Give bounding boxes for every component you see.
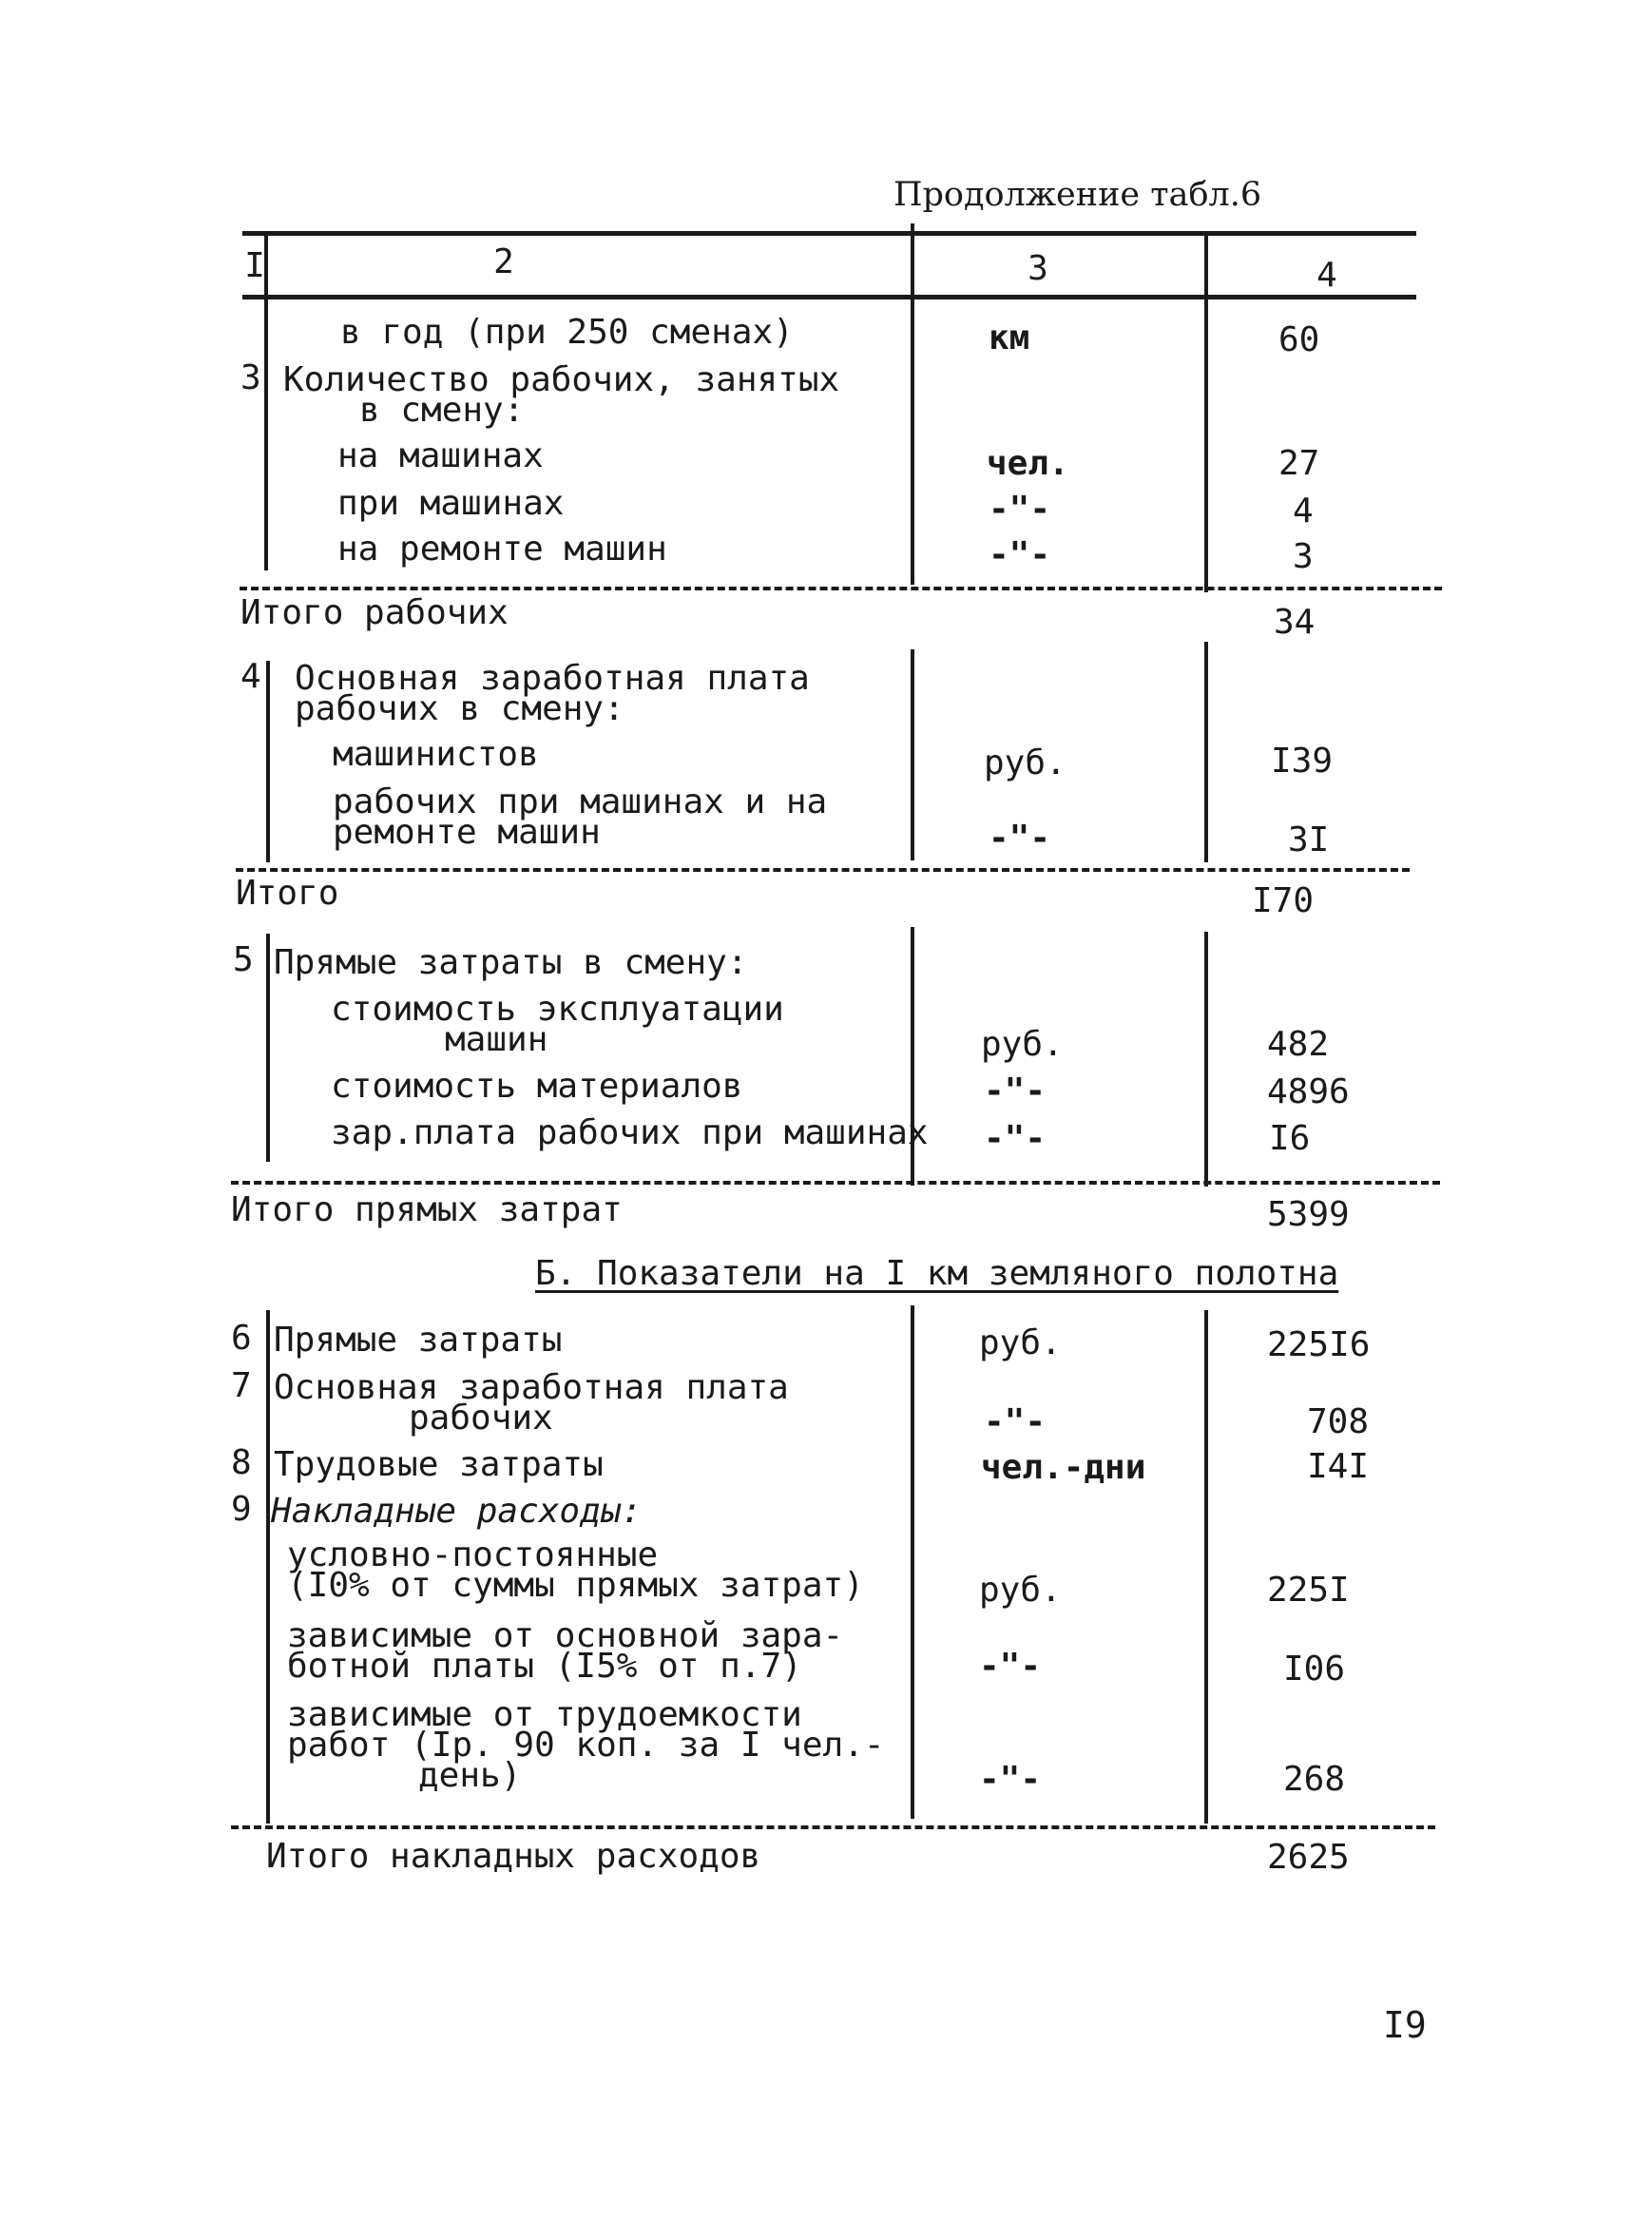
row-7-value: 708 <box>1307 1402 1370 1441</box>
column-header-4: 4 <box>1316 256 1337 295</box>
row-4b-value: 3I <box>1288 820 1330 859</box>
row-3a-value: 27 <box>1278 444 1320 483</box>
row-4b-name-line1: рабочих при машинах и на <box>333 782 828 821</box>
row-7-number: 7 <box>231 1366 252 1405</box>
col-line-3 <box>1204 231 1208 592</box>
row-5b-unit: -"- <box>984 1071 1047 1110</box>
row-5-number: 5 <box>233 940 254 979</box>
total-overhead-value: 2625 <box>1267 1838 1350 1877</box>
column-header-2: 2 <box>493 242 514 281</box>
row-6-number: 6 <box>231 1319 252 1358</box>
row-year-value: 60 <box>1278 320 1320 359</box>
row-3-name-line2: в смену: <box>359 391 525 430</box>
row-9a-unit: руб. <box>979 1571 1062 1610</box>
row-year-unit: км <box>989 319 1030 357</box>
row-9a-name-line1: условно-постоянные <box>287 1535 659 1574</box>
row-9-number: 9 <box>231 1490 252 1529</box>
col-line-1 <box>264 233 268 570</box>
col-line-1d <box>266 1310 270 1824</box>
column-header-1: I <box>244 246 265 285</box>
col-line-3b <box>1204 642 1208 862</box>
row-9c-name-line1: зависимые от трудоемкости <box>287 1695 802 1734</box>
row-5a-name-line1: стоимость эксплуатации <box>331 990 784 1029</box>
row-7-name-line2: рабочих <box>409 1399 553 1438</box>
row-9c-unit: -"- <box>979 1760 1042 1799</box>
row-9b-unit: -"- <box>979 1647 1042 1686</box>
page-number: I9 <box>1383 2004 1427 2046</box>
col-line-3d <box>1204 1310 1208 1824</box>
row-9c-name-line2: работ (Iр. 90 коп. за I чел.- <box>287 1726 885 1765</box>
col-line-2 <box>911 223 914 585</box>
row-4a-value: I39 <box>1271 742 1334 781</box>
total-direct-costs-label: Итого прямых затрат <box>231 1190 623 1229</box>
header-top-rule <box>242 231 1416 236</box>
header-bottom-rule <box>242 295 1416 299</box>
row-3b-value: 4 <box>1293 492 1314 531</box>
row-5a-name-line2: машин <box>445 1020 548 1059</box>
row-9c-value: 268 <box>1283 1760 1346 1799</box>
row-9b-name-line2: ботной платы (I5% от п.7) <box>287 1647 802 1686</box>
row-4b-unit: -"- <box>989 819 1051 858</box>
row-9a-value: 225I <box>1267 1571 1350 1610</box>
row-3c-unit: -"- <box>989 535 1051 574</box>
row-year-name: в год (при 250 сменах) <box>340 313 794 352</box>
row-8-number: 8 <box>231 1443 252 1482</box>
col-line-2b <box>911 649 914 860</box>
row-3a-name: на машинах <box>337 436 544 475</box>
row-9b-value: I06 <box>1283 1650 1346 1689</box>
row-9b-name-line1: зависимые от основной зара- <box>287 1616 844 1655</box>
row-5b-value: 4896 <box>1267 1072 1350 1111</box>
row-6-name: Прямые затраты <box>274 1321 563 1360</box>
row-5-name: Прямые затраты в смену: <box>274 943 748 982</box>
table-caption: Продолжение табл.6 <box>893 176 1262 214</box>
dashed-separator-2 <box>236 868 1410 872</box>
row-3c-value: 3 <box>1293 537 1314 576</box>
row-5c-value: I6 <box>1269 1119 1311 1158</box>
total-overhead-label: Итого накладных расходов <box>266 1837 761 1876</box>
col-line-1c <box>266 934 270 1162</box>
row-8-unit: чел.-дни <box>981 1448 1146 1487</box>
row-9a-name-line2: (I0% от суммы прямых затрат) <box>287 1566 864 1605</box>
section-b-title: Б. Показатели на I км земляного полотна <box>535 1254 1339 1293</box>
row-8-value: I4I <box>1307 1447 1370 1486</box>
row-4b-name-line2: ремонте машин <box>333 813 601 852</box>
row-4a-unit: руб. <box>984 743 1066 782</box>
row-7-unit: -"- <box>984 1402 1047 1441</box>
dashed-separator-1 <box>240 587 1442 590</box>
row-3b-unit: -"- <box>989 490 1051 529</box>
col-line-3c <box>1204 932 1208 1187</box>
col-line-1b <box>266 661 270 862</box>
row-6-value: 225I6 <box>1267 1325 1371 1364</box>
total-workers-label: Итого рабочих <box>240 593 509 632</box>
row-9c-name-line3: день) <box>418 1756 522 1795</box>
row-3-number: 3 <box>240 358 261 397</box>
row-5b-name: стоимость материалов <box>331 1067 743 1106</box>
total-value: I70 <box>1252 881 1315 920</box>
total-workers-value: 34 <box>1274 603 1316 642</box>
total-label: Итого <box>236 874 339 913</box>
column-header-3: 3 <box>1028 249 1048 288</box>
row-4-name-line2: рабочих в смену: <box>295 689 624 728</box>
row-3-name-line1: Количество рабочих, занятых <box>283 360 840 399</box>
row-6-unit: руб. <box>979 1323 1062 1362</box>
col-line-2d <box>911 1305 914 1819</box>
row-5c-name: зар.плата рабочих при машинах <box>331 1113 929 1152</box>
row-3a-unit: чел. <box>987 444 1069 483</box>
row-7-name-line1: Основная заработная плата <box>274 1368 789 1407</box>
row-4-number: 4 <box>240 657 261 696</box>
dashed-separator-4 <box>231 1825 1435 1829</box>
row-3c-name: на ремонте машин <box>337 530 667 569</box>
row-5a-unit: руб. <box>981 1025 1064 1064</box>
row-8-name: Трудовые затраты <box>274 1445 604 1484</box>
total-direct-costs-value: 5399 <box>1267 1195 1350 1234</box>
row-3b-name: при машинах <box>337 484 565 523</box>
dashed-separator-3 <box>231 1181 1440 1185</box>
row-4a-name: машинистов <box>333 735 539 774</box>
row-5c-unit: -"- <box>984 1119 1047 1158</box>
row-9-name: Накладные расходы: <box>271 1492 643 1531</box>
row-5a-value: 482 <box>1267 1025 1330 1064</box>
row-4-name-line1: Основная заработная плата <box>295 659 810 698</box>
